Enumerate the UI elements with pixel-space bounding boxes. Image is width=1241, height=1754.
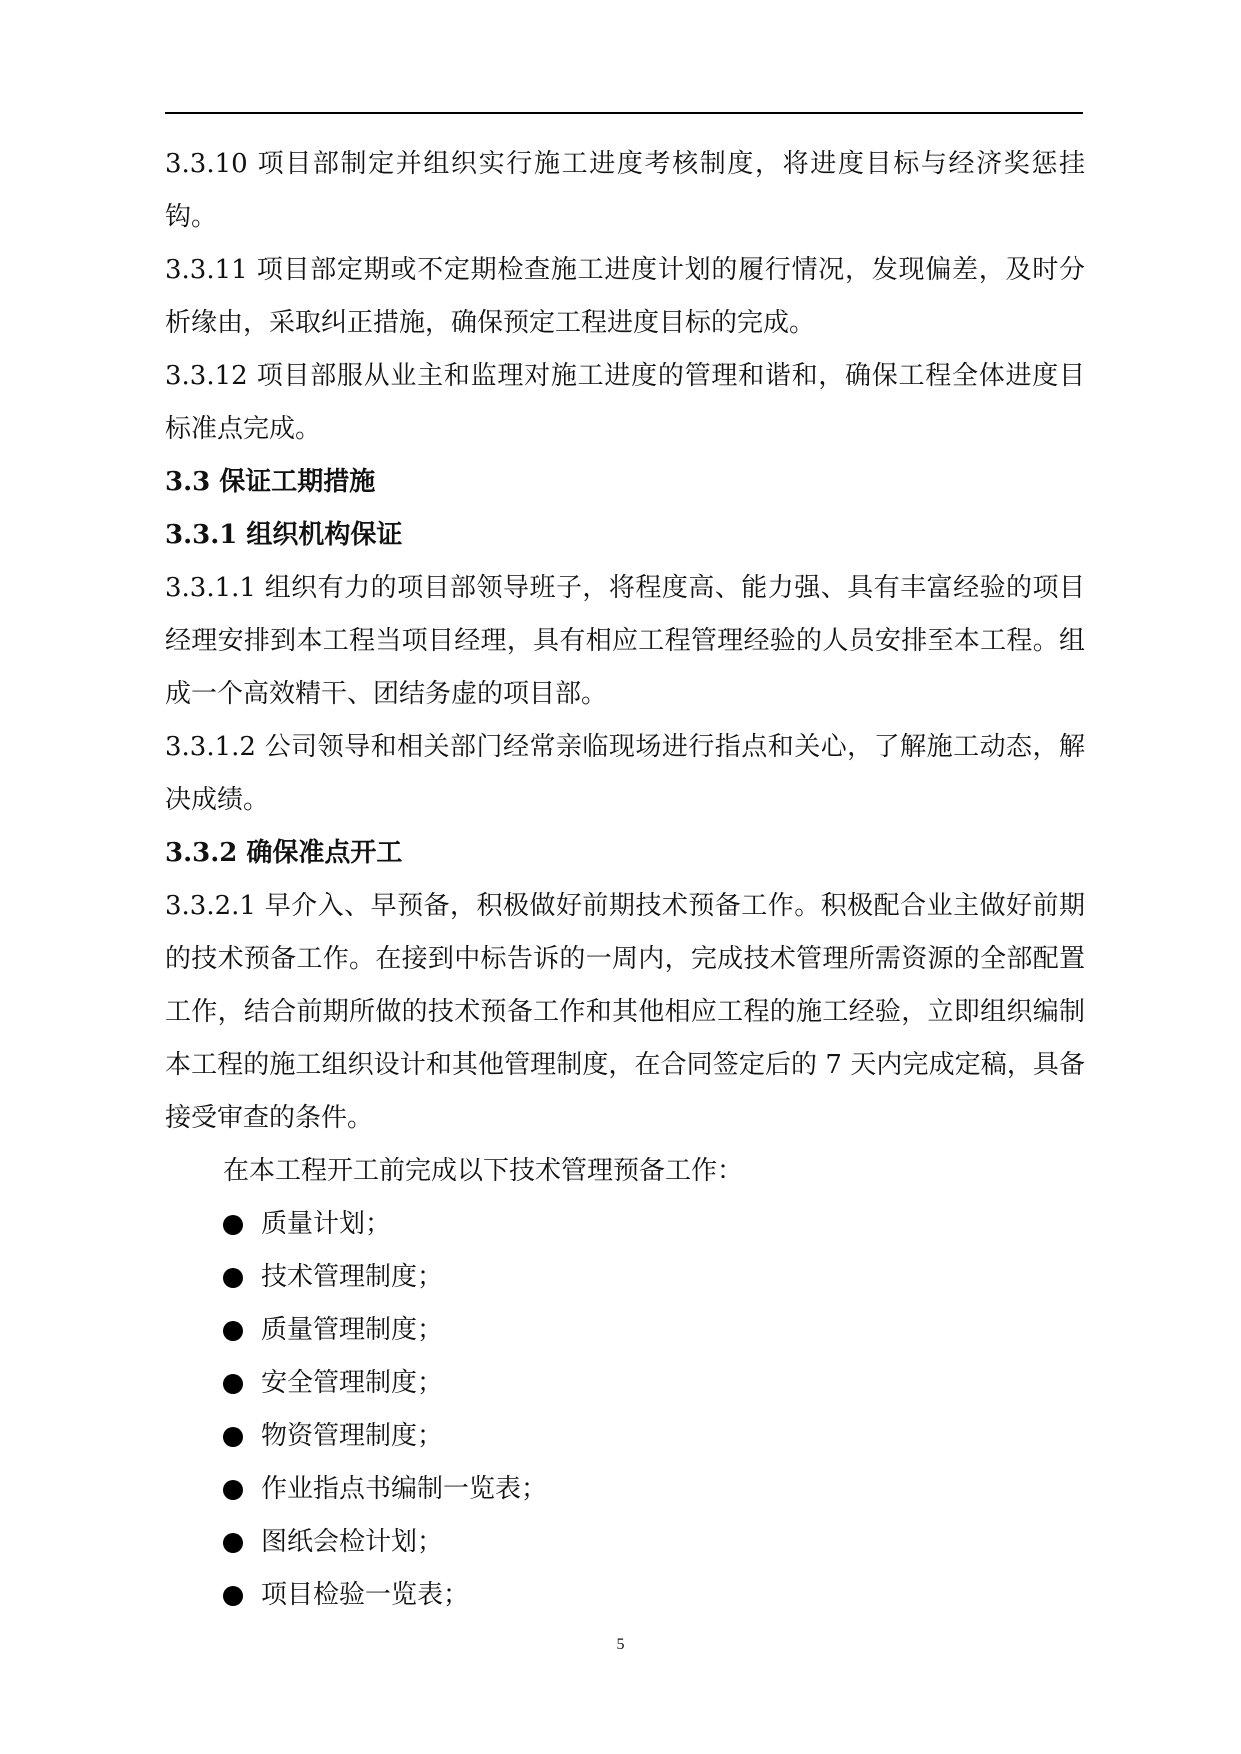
bullet-icon: [223, 1427, 243, 1447]
paragraph-3-3-10: 3.3.10 项目部制定并组织实行施工进度考核制度，将进度目标与经济奖惩挂钩。: [165, 149, 1085, 232]
paragraph-3-3-2-1: 3.3.2.1 早介入、早预备，积极做好前期技术预备工作。积极配合业主做好前期的技术预备工作。在接到中标告诉的一周内，完成技术管理所需资源的全部配置工作，结合前期所做的技术预备工作和其他相应工程的施工经验，立即组织编制本工程的施工组织设计和其他管理制度，在合同签定后的 7 天内完成定稿，具备接受审查的条件。: [165, 891, 1085, 1133]
list-item-text: 图纸会检计划；: [261, 1527, 444, 1557]
list-item: [223, 1251, 1085, 1304]
header-rule: [165, 112, 1083, 114]
heading-3-3-2: 3.3.2 确保准点开工: [165, 838, 403, 868]
list-item-text: 技术管理制度；: [261, 1262, 444, 1292]
bullet-icon: [223, 1215, 243, 1235]
page-number: 5: [616, 1636, 625, 1653]
list-item-text: 项目检验一览表；: [261, 1580, 470, 1610]
list-item: [223, 1463, 1085, 1516]
list-item: [223, 1569, 1085, 1622]
list-item: [223, 1304, 1085, 1357]
bullet-icon: [223, 1374, 243, 1394]
list-item: [223, 1198, 1085, 1251]
bullet-icon: [223, 1268, 243, 1288]
heading-3-3-1: 3.3.1 组织机构保证: [165, 520, 403, 550]
list-item: [223, 1357, 1085, 1410]
list-item: [223, 1516, 1085, 1569]
list-item: [223, 1410, 1085, 1463]
paragraph-3-3-1-1: 3.3.1.1 组织有力的项目部领导班子，将程度高、能力强、具有丰富经验的项目经理安排到本工程当项目经理，具有相应工程管理经验的人员安排至本工程。组成一个高效精干、团结务虚的项目部。: [165, 573, 1085, 709]
list-item-text: 质量管理制度；: [261, 1315, 444, 1345]
bullet-list: [165, 1198, 1085, 1622]
bullet-icon: [223, 1321, 243, 1341]
paragraph-3-3-11: 3.3.11 项目部定期或不定期检查施工进度计划的履行情况，发现偏差，及时分析缘由，采取纠正措施，确保预定工程进度目标的完成。: [165, 255, 1085, 338]
list-item-text: 质量计划；: [261, 1209, 392, 1239]
heading-3-3: 3.3 保证工期措施: [165, 467, 376, 497]
paragraph-3-3-12: 3.3.12 项目部服从业主和监理对施工进度的管理和谐和，确保工程全体进度目标准点完成。: [165, 361, 1085, 444]
bullet-icon: [223, 1533, 243, 1553]
list-item-text: 物资管理制度；: [261, 1421, 444, 1451]
list-item-text: 安全管理制度；: [261, 1368, 444, 1398]
bullet-icon: [223, 1480, 243, 1500]
document-body: [165, 138, 1085, 1622]
bullet-icon: [223, 1586, 243, 1606]
list-intro: 在本工程开工前完成以下技术管理预备工作：: [223, 1156, 744, 1186]
list-item-text: 作业指点书编制一览表；: [261, 1474, 548, 1504]
paragraph-3-3-1-2: 3.3.1.2 公司领导和相关部门经常亲临现场进行指点和关心，了解施工动态，解决成绩。: [165, 732, 1085, 815]
